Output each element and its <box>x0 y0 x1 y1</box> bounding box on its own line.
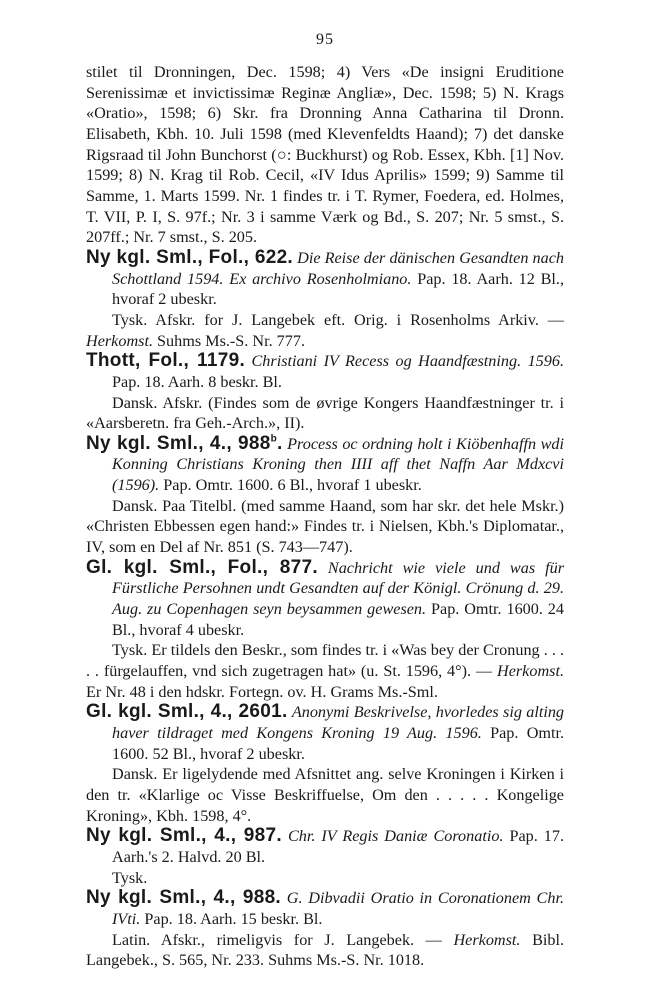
catalogue-entry <box>86 702 564 764</box>
entry-title: Process oc ordning holt i Kiöbenhaffn wdi Konning Christians Kroning then IIII aff thet Naffn Aar Mdxcvi (1596). <box>112 434 564 495</box>
entry-note: Tysk. <box>112 868 148 887</box>
entry-title: Anonymi Beskrivelse, hvorledes sig alting haver tildraget med Kongens Kroning 19 Aug. 1596. <box>112 703 565 742</box>
catalogue-entry <box>86 826 564 867</box>
shelfmark: Ny kgl. Sml., 4., 988$^b$. <box>86 432 283 454</box>
entry-title: Die Reise der dänischen Gesandten nach Schottland 1594. Ex archivo Rosenholmiano. <box>112 248 565 288</box>
shelfmark: Ny kgl. Sml., Fol., 622. <box>86 246 294 268</box>
entry-meta: Pap. Omtr. 1600. 24 Bl., hvoraf 4 ubeskr. <box>112 600 564 639</box>
catalogue-entry <box>86 558 564 641</box>
entry-note: Latin. Afskr., rimeligvis for J. Langebek. — Herkomst. Bibl. Langebek., S. 565, Nr. 233. Suhms Ms.-S. Nr. 1018. <box>86 930 564 970</box>
entry-note: Dansk. Er ligelydende med Afsnittet ang. selve Kroningen i Kirken i den tr. «Klarlige oc Visse Beskriffuelse, Om den . . . . . Kongelige Kroning», Kbh. 1598, 4°. <box>86 765 564 825</box>
shelfmark: Thott, Fol., 1179. <box>86 350 246 372</box>
catalogue-entry <box>86 434 564 496</box>
shelfmark: Gl. kgl. Sml., Fol., 877. <box>86 556 318 578</box>
shelfmark: Ny kgl. Sml., 4., 987. <box>86 825 282 847</box>
continuation-text: stilet til Dronningen, Dec. 1598; 4) Vers «De insigni Eruditione Serenissimæ et invictissimæ Reginæ Angliæ», Dec. 1598; 5) N. Krags «Oratio», 1598; 6) Skr. fra Dronning Anna Catharina til Dronn. Elisabeth, Kbh. 10. Juli 1598 (med Klevenfeldts Haand); 7) det danske Rigsraad til John Bunchorst (○: Buckhurst) og Rob. Essex, Kbh. [1] Nov. 1599; 8) N. Krag til Rob. Cecil, «IV Idus Aprilis» 1599; 9) Samme til Samme, 1. Marts 1599. Nr. 1 findes tr. i T. Rymer, Foedera, ed. Holmes, T. VII, P. I, S. 97f.; Nr. 3 i samme Værk og Bd., S. 207; Nr. 5 smst., S. 207ff.; Nr. 7 smst., S. 205. <box>86 63 564 247</box>
entry-note: Dansk. Paa Titelbl. (med samme Haand, som har skr. det hele Mskr.) «Christen Ebbessen egen hand:» Findes tr. i Nielsen, Kbh.'s Diplomatar., IV, som en Del af Nr. 851 (S. 743—747). <box>86 496 564 557</box>
entry-title: Christiani IV Recess og Haandfæstning. 1596. <box>251 352 564 371</box>
entry-meta: Pap. 18. Aarh. 15 beskr. Bl. <box>144 909 323 928</box>
entry-title: Nachricht wie viele und was für Fürstliche Persohnen undt Gesandten auf der Königl. Crönung d. 29. Aug. zu Copenhagen seyn beysammen gewesen. <box>112 558 564 619</box>
entry-title: Chr. IV Regis Daniæ Coronatio. <box>287 827 504 846</box>
page-number: 95 <box>316 31 334 48</box>
entry-meta: Pap. Omtr. 1600. 52 Bl., hvoraf 2 ubeskr. <box>112 724 565 763</box>
entry-title: G. Dibvadii Oratio in Coronationem Chr. IVti. <box>112 889 565 928</box>
entry-meta: Pap. 17. Aarh.'s 2. Halvd. 20 Bl. <box>112 827 564 866</box>
shelfmark: Ny kgl. Sml., 4., 988. <box>86 887 282 909</box>
entry-meta: Pap. 18. Aarh. 12 Bl., hvoraf 2 ubeskr. <box>112 269 564 309</box>
catalogue-entry <box>86 248 564 310</box>
entry-note: Tysk. Er tildels den Beskr., som findes tr. i «Was bey der Cronung . . . . . fürgelauffen, vnd sich zugetragen hat» (u. St. 1596, 4°). — Herkomst. Er Nr. 48 i den hdskr. Fortegn. ov. H. Grams Ms.-Sml. <box>86 641 564 701</box>
catalogue-entry <box>86 351 564 392</box>
entry-note: Tysk. Afskr. for J. Langebek eft. Orig. i Rosenholms Arkiv. — Herkomst. Suhms Ms.-S. Nr. 777. <box>86 310 564 350</box>
entry-note: Dansk. Afskr. (Findes som de øvrige Kongers Haandfæstninger tr. i «Aarsberetn. fra Geh.-Arch.», II). <box>86 393 564 433</box>
catalogue-body <box>86 62 564 971</box>
entry-meta: Pap. 18. Aarh. 8 beskr. Bl. <box>112 372 282 391</box>
entry-meta: Pap. Omtr. 1600. 6 Bl., hvoraf 1 ubeskr. <box>163 476 422 495</box>
catalogue-entry <box>86 888 564 929</box>
shelfmark: Gl. kgl. Sml., 4., 2601. <box>86 701 288 723</box>
